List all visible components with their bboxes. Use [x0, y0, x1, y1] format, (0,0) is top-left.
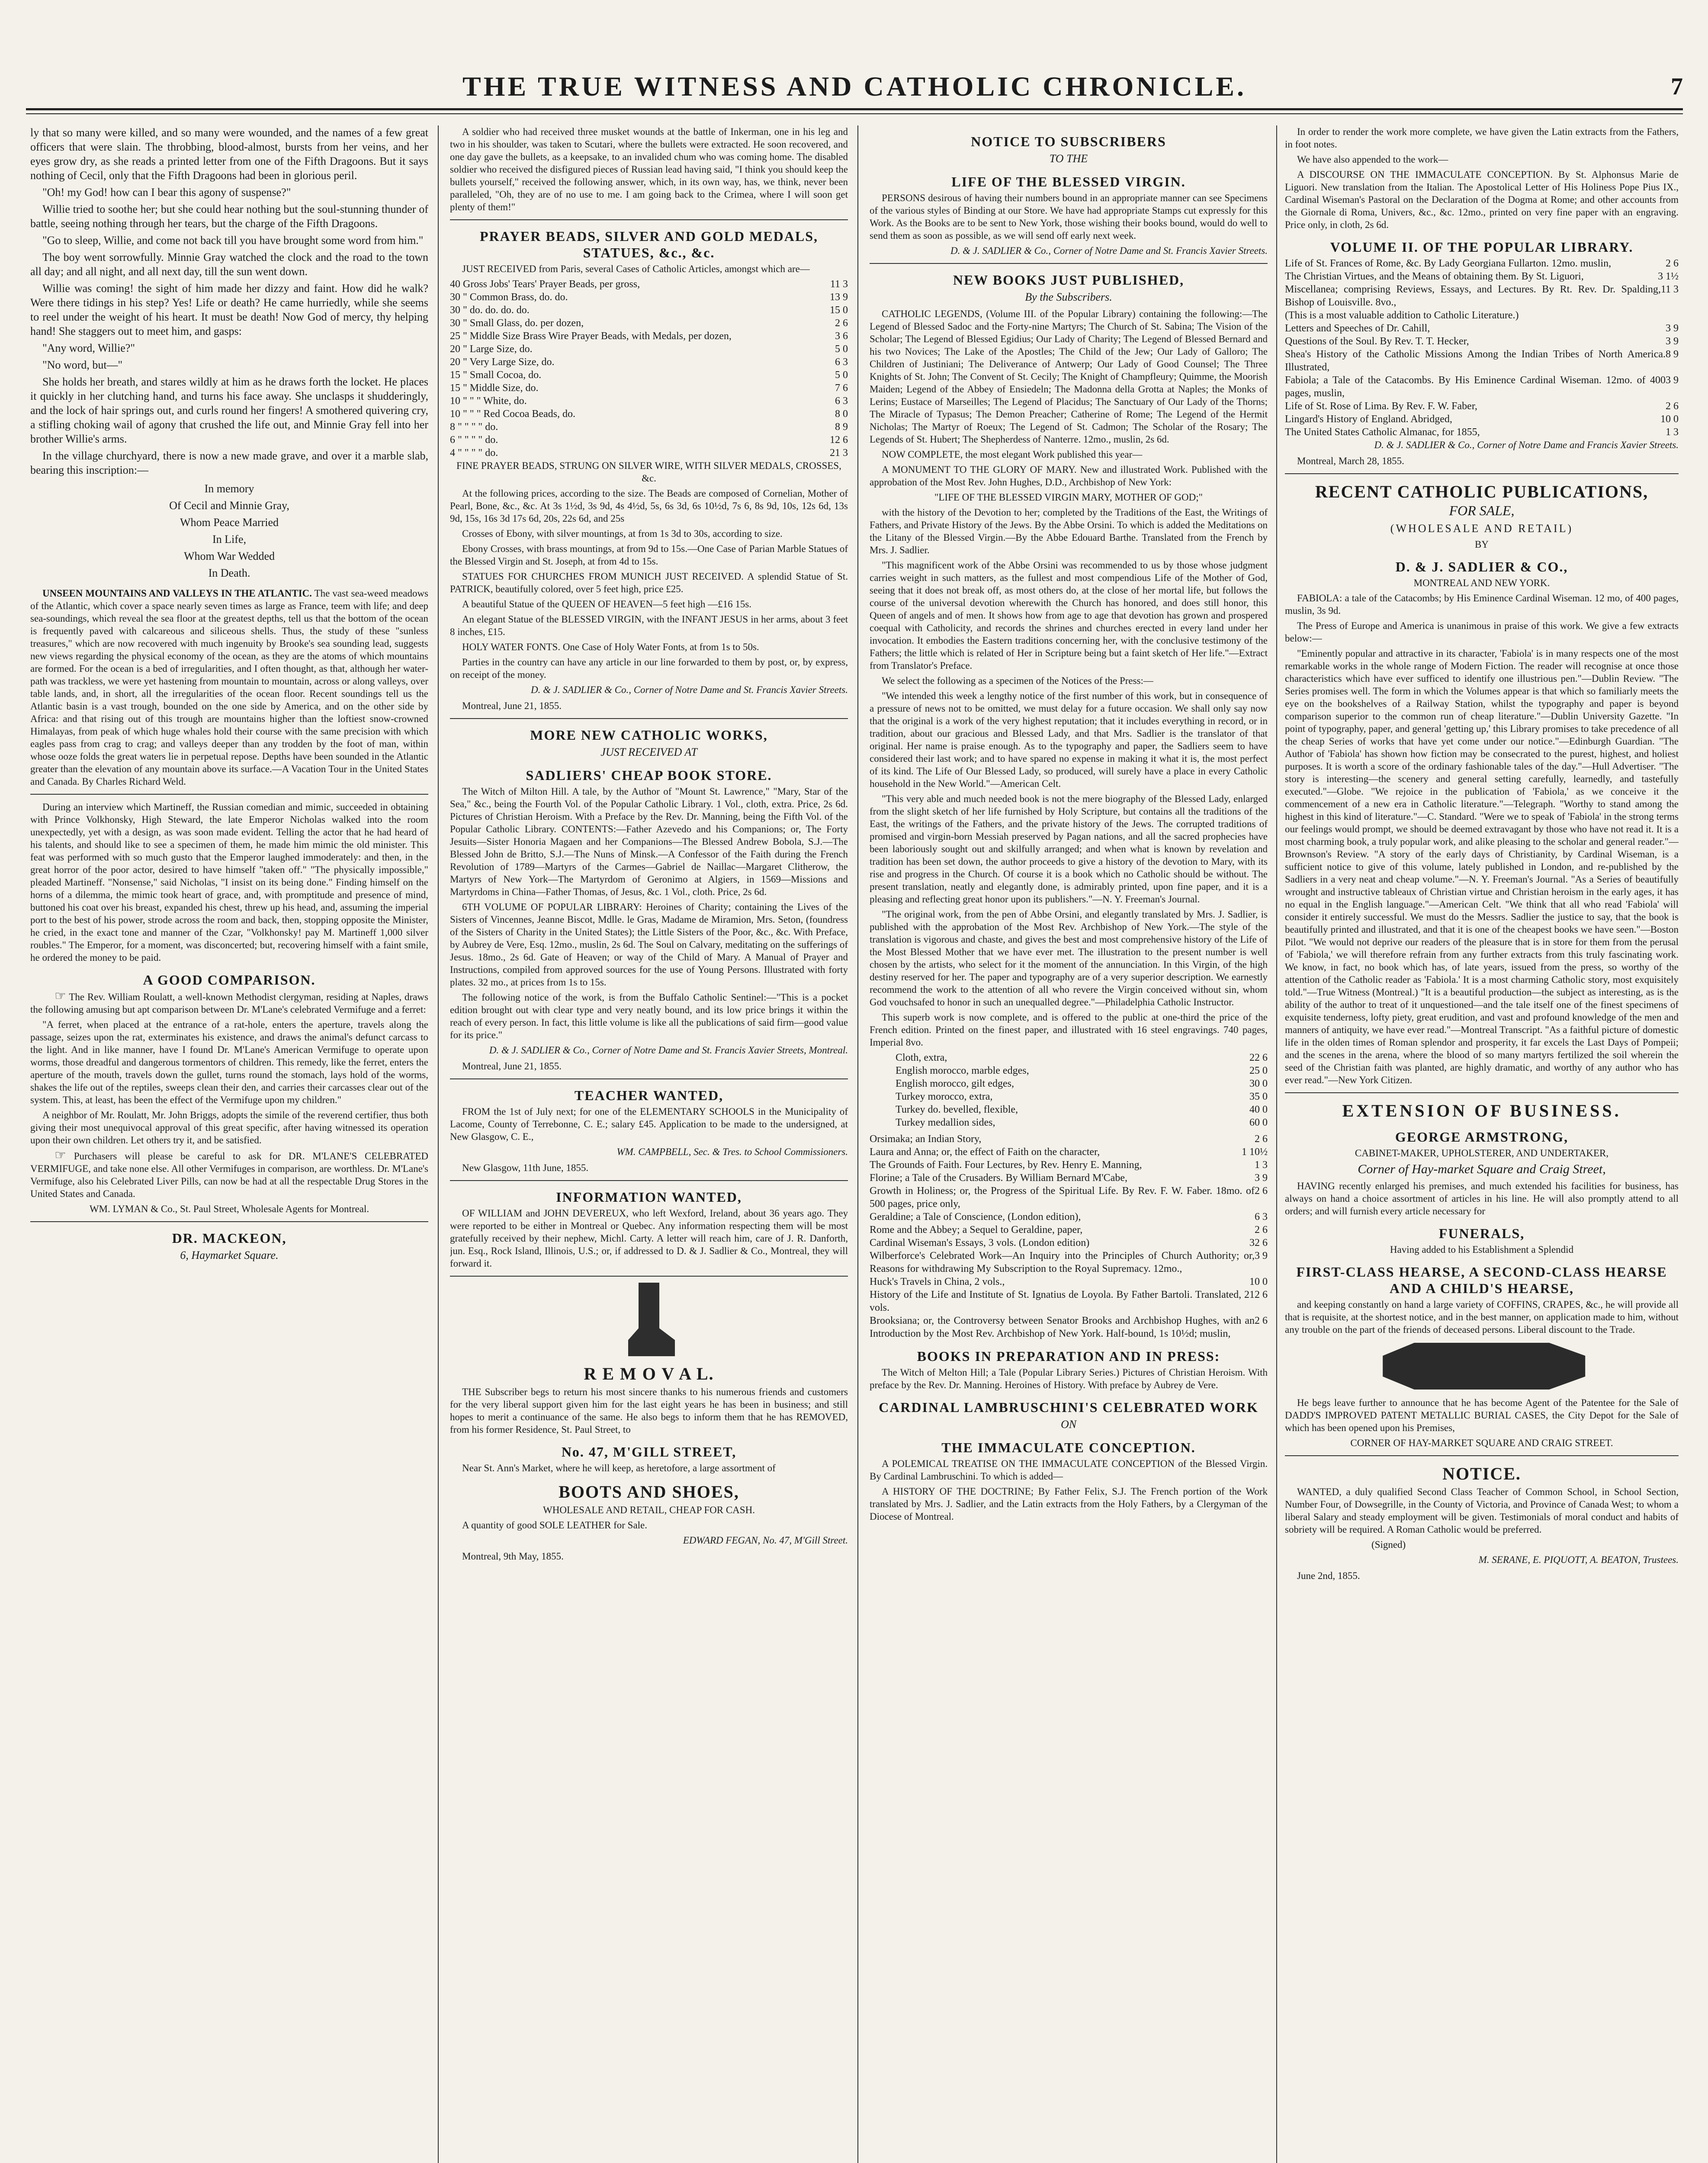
ad-note: FINE PRAYER BEADS, STRUNG ON SILVER WIRE, WITH SILVER MEDALS, CROSSES, &c.: [456, 460, 841, 484]
story-paragraph: "Oh! my God! how can I bear this agony of suspense?": [42, 186, 291, 199]
press-notice: "The original work, from the pen of Abbe Orsini, and elegantly translated by Mrs. J. Sadlier, is published with the approbation of the Most Rev. Archbishop of New York.—The style of the translation is vigorous and chaste, and gives the best and most comprehensive history of the Life of the Most Blessed Mother that we have ever met. The illustration to the present number is well chosen by the artists, who select for it the moment of the annunciation. In this Virgin, of the high destiny reserved for her. The paper and typography are of a very superior description. We earnestly recommend the work to the attention of all who revere the Virgin conceived without sin, whom God vouchsafed to honor in such an unequalled degree."—Philadelphia Catholic Instructor.: [870, 909, 1268, 1008]
epitaph-line: Whom Peace Married: [180, 516, 279, 529]
ad-body: PERSONS desirous of having their numbers bound in an appropriate manner can see Specimens of the various styles of Binding at our Store. We have had appropriate Stamps cut expressly for this Work. As the Books are to be sent to New York, those wishing their books bound, would do well to send them as soon as possible, as we will send off early next week.: [870, 193, 1268, 241]
ad-date: New Glasgow, 11th June, 1855.: [462, 1162, 589, 1173]
ad-trade: CABINET-MAKER, UPHOLSTERER, AND UNDERTAKER,: [1355, 1148, 1609, 1159]
column-2: [450, 125, 848, 2163]
ad-body: NOW COMPLETE, the most elegant Work published this year—: [882, 449, 1143, 460]
ad-body: A HISTORY OF THE DOCTRINE; By Father Felix, S.J. The French portion of the Work translated by Mrs. J. Sadlier, and the Latin extracts from the Holy Fathers, by a Clergyman of the Diocese of Montreal.: [870, 1486, 1268, 1522]
price-row: Lingard's History of England. Abridged, 10 0: [1285, 414, 1679, 425]
ad-address: Corner of Hay-market Square and Craig Street,: [1358, 1162, 1606, 1176]
divider: [1285, 1455, 1679, 1456]
divider: [450, 718, 848, 719]
ad-signature: D. & J. SADLIER & Co., Corner of Notre Dame and St. Francis Xavier Streets.: [950, 245, 1268, 256]
ad-subheading: ON: [1060, 1418, 1077, 1431]
price-row: Brooksiana; or, the Controversy between Senator Brooks and Archbishop Hughes, with an Introduction by the Most Rev. Archbishop of New York. Half-bound, 1s 10½d; muslin, 2 6: [870, 1315, 1268, 1339]
ad-date: June 2nd, 1855.: [1297, 1570, 1360, 1581]
ad-heading: SADLIERS' CHEAP BOOK STORE.: [526, 767, 772, 783]
story-paragraph: "Go to sleep, Willie, and come not back till you have brought some word from him.": [42, 234, 424, 247]
ad-heading: THE IMMACULATE CONCEPTION.: [941, 1440, 1196, 1455]
epitaph-line: Of Cecil and Minnie Gray,: [169, 499, 289, 512]
ad-signature: WM. CAMPBELL, Sec. & Tres. to School Commissioners.: [616, 1146, 848, 1157]
ad-body: with the history of the Devotion to her; completed by the Traditions of the East, the Writings of Fathers, and Private History of the Jews. By the Abbe Orsini. To which is added the Meditations on the Litany of the Blessed Virgin.—By the Abbe Edouard Barthe. Translated from the French by Mrs. J. Sadlier.: [870, 507, 1268, 555]
price-row: Wilberforce's Celebrated Work—An Inquiry into the Principles of Church Authority; or, Reasons for withdrawing My Subscription to the Royal Supremacy. 12mo., 3 9: [870, 1250, 1268, 1274]
ad-body: The Witch of Milton Hill. A tale, by the Author of "Mount St. Lawrence," "Mary, Star of the Sea," &c., being the Fourth Vol. of the Popular Catholic Library. 1 Vol., cloth, extra. Price, 2s 6d. Pictures of Christian Heroism. With a Preface by the Rev. Dr. Manning, being the Fifth Vol. of the Popular Catholic Library. CONTENTS:—Father Azevedo and his Companions; or, The Forty Jesuits—Sister Honoria Magaen and her Companions—The Blessed Andrew Bobola, S.J.—The Blessed John de Britto, S.J.—The Nuns of Minsk.—A Confessor of the Faith during the French Revolution of 1789—Martyrs of the Carmes—Gabriel de Naillac—Margaret Clitherow, the Martyrs of New York—The Martyrdom of Geronimo at Algiers, in 1569—Missions and Martyrdoms in China—Father Thomas, of Jesus, &c. 1 Vol., cloth. Price, 2s 6d.: [450, 786, 848, 897]
divider: [450, 1276, 848, 1277]
ad-heading: LIFE OF THE BLESSED VIRGIN.: [951, 174, 1186, 189]
price-row: Shea's History of the Catholic Missions Among the Indian Tribes of North America. Illustrated, 8 9: [1285, 349, 1679, 373]
ad-body: The Press of Europe and America is unanimous in praise of this work. We give a few extracts below:—: [1285, 620, 1679, 644]
story-paragraph: The boy went sorrowfully. Minnie Gray watched the clock and the road to the town all day; and all night, and all next day, till the sun went down.: [30, 251, 428, 278]
article-body: [30, 990, 428, 1016]
price-row: 30 " do. do. do. do. 15 0: [450, 305, 848, 316]
price-row: 25 " Middle Size Brass Wire Prayer Beads, with Medals, per dozen, 3 6: [450, 331, 848, 342]
ad-heading: PRAYER BEADS, SILVER AND GOLD MEDALS, STATUES, &c., &c.: [479, 228, 818, 260]
ad-heading: VOLUME II. OF THE POPULAR LIBRARY.: [1330, 239, 1634, 255]
ad-by: BY: [1475, 539, 1489, 550]
price-row: Huck's Travels in China, 2 vols., 10 0: [870, 1276, 1268, 1287]
ad-address: CORNER OF HAY-MARKET SQUARE AND CRAIG STREET.: [1350, 1438, 1613, 1448]
price-row: Questions of the Soul. By Rev. T. T. Hecker, 3 9: [1285, 336, 1679, 347]
article-body: The vast sea-weed meadows of the Atlantic, which cover a space nearly seven times as large as France, teem with life; and deep sea-soundings, which reveal the sea floor at the greatest depths, tell us that the bottom of the ocean is frequently paved with calcareous and siliceous shells. Thus, the study of these "sunless treasures," which are now recovered with much ingenuity by Brooke's sea sounding lead, suggests new views regarding the physical economy of the ocean, as they are the atoms of which mountains are formed. For the ocean is a bed of irregularities, and I often thought, as that, although her water-path was trackless, we were yet hastening from mountain to mountain, across or along valleys, over table lands, and, in short, all the irregularities of the ocean floor. Recent soundings tell us the Atlantic basin is a vast trough, bounded on the one side by America, and on the other side by Africa: and that rising out of this trough are mountains higher than the loftiest snow-crowned Himalayas, from peak of which huge whales hold their course with the same precision with which eagles pass from crag to crag; and valleys deeper than any trodden by the foot of man, within whose ooze folds the great waters lie in perpetual repose. Depths have been sounded in the Atlantic greater than the elevation of any mountain above its surface.—A Vacation Tour in the United States and Canada. By Charles Richard Weld.: [30, 588, 428, 787]
advertisement: [30, 1149, 428, 1200]
ad-heading: DR. MACKEON,: [172, 1230, 287, 1246]
ad-heading: CARDINAL LAMBRUSCHINI'S CELEBRATED WORK: [879, 1399, 1259, 1415]
ad-note: A beautiful Statue of the QUEEN OF HEAVEN—5 feet high —£16 15s.: [462, 599, 752, 610]
epitaph: [30, 481, 428, 580]
ad-heading: INFORMATION WANTED,: [556, 1189, 742, 1205]
price-row: 15 " Middle Size, do. 7 6: [450, 382, 848, 394]
ad-subheading: WHOLESALE AND RETAIL, CHEAP FOR CASH.: [543, 1505, 755, 1515]
ad-heading: BOOKS IN PREPARATION AND IN PRESS:: [917, 1348, 1220, 1364]
ad-subheading: JUST RECEIVED AT: [600, 746, 697, 758]
ad-subheading: By the Subscribers.: [1025, 291, 1112, 303]
ad-heading: NOTICE TO SUBSCRIBERS: [971, 134, 1166, 149]
story-paragraph: "Any word, Willie?": [42, 342, 135, 354]
ad-body: A quantity of good SOLE LEATHER for Sale.: [462, 1520, 648, 1531]
press-notice: This superb work is now complete, and is offered to the public at one-third the price of the French edition. Printed on the finest paper, and illustrated with 16 steel engravings. 740 pages, Imperial 8vo.: [870, 1012, 1268, 1048]
price-row: 6 " " " " do. 12 6: [450, 434, 848, 446]
ad-address: No. 47, M'GILL STREET,: [561, 1444, 737, 1460]
column-divider: [438, 125, 439, 2163]
price-row: Laura and Anna; or, the effect of Faith on the character, 1 10½: [870, 1146, 1268, 1158]
epitaph-line: In Life,: [212, 533, 246, 546]
price-row: The Grounds of Faith. Four Lectures, by Rev. Henry E. Manning, 1 3: [870, 1159, 1268, 1171]
ad-body: A DISCOURSE ON THE IMMACULATE CONCEPTION. By St. Alphonsus Marie de Liguori. New translation from the Italian. The Apostolical Letter of His Holiness Pope Pius IX., Cardinal Wiseman's Pastoral on the Declaration of the Dogma at Rome; and other accounts from the Giornale di Roma, Univers, &c., &c. 12mo., printed on very fine paper with an engraving. Price only, in cloth, 2s 6d.: [1285, 169, 1679, 230]
epitaph-line: In memory: [204, 482, 254, 495]
ad-signature: D. & J. SADLIER & Co., Corner of Notre Dame and St. Francis Xavier Streets.: [531, 684, 848, 695]
ad-note: HOLY WATER FONTS. One Case of Holy Water Fonts, at from 1s to 50s.: [462, 642, 759, 652]
ad-body: WANTED, a duly qualified Second Class Teacher of Common School, in School Section, Number Four, of Dowsegrille, in the County of Victoria, and Province of Canada West; to whom a liberal Salary and steady employment will be given. Testimonials of moral conduct and habits of sobriety will be required. A Roman Catholic would be preferred.: [1285, 1486, 1679, 1535]
price-list: [870, 1133, 1268, 1340]
ad-firm: D. & J. SADLIER & CO.,: [1395, 559, 1568, 574]
divider: [1285, 473, 1679, 474]
price-row: Growth in Holiness; or, the Progress of the Spiritual Life. By Rev. F. W. Faber. 18mo. of 500 pages, price only, 2 6: [870, 1185, 1268, 1210]
price-row: Turkey medallion sides, 60 0: [896, 1117, 1268, 1128]
ad-body: A MONUMENT TO THE GLORY OF MARY. New and illustrated Work. Published with the approbation of the Most Rev. John Hughes, D.D., Archbishop of New York:: [870, 464, 1268, 488]
column-divider: [857, 125, 858, 2163]
ad-heading: BOOTS AND SHOES,: [559, 1482, 739, 1502]
newspaper-title: THE TRUE WITNESS AND CATHOLIC CHRONICLE.: [462, 71, 1246, 102]
price-row: 40 Gross Jobs' Tears' Prayer Beads, per gross, 11 3: [450, 279, 848, 290]
ad-heading: FIRST-CLASS HEARSE, A SECOND-CLASS HEARSE AND A CHILD'S HEARSE,: [1296, 1264, 1667, 1296]
price-row: 30 " Common Brass, do. do. 13 9: [450, 292, 848, 303]
ad-date: Montreal, June 21, 1855.: [462, 700, 562, 711]
price-row: 15 " Small Cocoa, do. 5 0: [450, 369, 848, 381]
column-1: [30, 125, 428, 2163]
price-list: [1285, 257, 1679, 439]
price-row: Florine; a Tale of the Crusaders. By William Bernard M'Cabe, 3 9: [870, 1172, 1268, 1184]
ad-body: The following notice of the work, is from the Buffalo Catholic Sentinel:—"This is a pocket edition brought out with clear type and very neatly bound, and its low price brings it within the reach of every person. In fact, this little volume is like all the publications of said firm—good value for its price.": [450, 992, 848, 1040]
ad-firm: GEORGE ARMSTRONG,: [1395, 1129, 1569, 1145]
article-ocean: [30, 587, 428, 788]
divider: [30, 794, 428, 795]
column-4: [1285, 125, 1679, 2163]
ad-body: "This magnificent work of the Abbe Orsini was recommended to us by those whose judgment carries weight in such matters, as the fullest and most compendious Life of the Mother of God, seeing that it does not break off, as most others do, at the close of her mortal life, but follows the course of the universal devotion wherewith the Church has honored, and does still honor, this Queen of angels and of men. It shows how from age to age that devotion has grown and prospered coequal with Catholicity, and records the shrines and churches erected in every land under her invocation. It embodies the Eastern traditions concerning her, with the conclusive testimony of the Fathers; the little which is related of Her in Scripture being but a faint sketch of Her life."—Extract from Translator's Preface.: [870, 560, 1268, 671]
story-paragraph: Willie was coming! the sight of him made her dizzy and faint. How did he walk? Were there tidings in his step? Yes! Life or death? He came hurriedly, while she seems to reel under the weight of his heart. It must be death! Now God of mercy, thy helping hand! She staggers out to meet him, and gasps:: [30, 282, 428, 337]
price-row: English morocco, marble edges, 25 0: [896, 1065, 1268, 1076]
pointing-hand-icon: ☞: [55, 989, 66, 1003]
ad-heading: MORE NEW CATHOLIC WORKS,: [530, 727, 768, 743]
price-row: Fabiola; a Tale of the Catacombs. By His Eminence Cardinal Wiseman. 12mo. of 400 pages, muslin, 3 9: [1285, 375, 1679, 399]
trustee-label: Trustees.: [1643, 1554, 1679, 1565]
ad-note: At the following prices, according to the size. The Beads are composed of Cornelian, Mother of Pearl, Bone, &c., &c. At 3s 1½d, 3s 9d, 4s 4½d, 5s, 6s 3d, 6s 10½d, 7s 6, 8s 9d, 10s, 12s 6d, 13s 9d, 15s, 16s 3d 17s 6d, 20s, 22s 6d, and 25s: [450, 488, 848, 524]
price-row: Rome and the Abbey; a Sequel to Geraldine, paper, 2 6: [870, 1224, 1268, 1236]
ad-date: Montreal, 9th May, 1855.: [462, 1551, 564, 1562]
article-soldier: A soldier who had received three musket wounds at the battle of Inkerman, one in his leg and two in his shoulder, was taken to Scutari, where the bullets were extracted. He soon recovered, and one day gave the bullets, as a keepsake, to an invalided chum who was coming home. The disabled soldier who received the disfigured pieces of Russian lead having said, "I think you should keep the bullets yourself," received the following answer, which, in its own way, has, we think, never been paralleled, "Oh, they are of no use to me. I am going back to the Crimea, where I will soon get plenty of them!": [450, 126, 848, 212]
price-row: 30 " Small Glass, do. per dozen, 2 6: [450, 318, 848, 329]
divider: [450, 1078, 848, 1079]
story-paragraph: Willie tried to soothe her; but she could hear nothing but the soul-stunning thunder of battle, seeing nothing through her tears, but the charge of the Fifth Dragoons.: [30, 203, 428, 230]
ad-body: THE Subscriber begs to return his most sincere thanks to his numerous friends and customers for the very liberal support given him for the last eight years he has been in business; and still hopes to merit a continuance of the same. He also begs to inform them that he has REMOVED, from his former Residence, St. Paul Street, to: [450, 1386, 848, 1435]
price-row: 10 " " " White, do. 6 3: [450, 395, 848, 407]
ad-body: FROM the 1st of July next; for one of the ELEMENTARY SCHOOLS in the Municipality of Lacome, County of Terrebonne, C. E.; salary £45. Application to be made to the undersigned, at New Glasgow, C. E.,: [450, 1106, 848, 1142]
price-row: (This is a most valuable addition to Catholic Literature.): [1285, 310, 1519, 321]
ad-body: We select the following as a specimen of the Notices of the Press:—: [882, 675, 1153, 686]
ad-heading: TEACHER WANTED,: [574, 1088, 724, 1103]
masthead: [26, 67, 1683, 106]
ad-subheading: (WHOLESALE AND RETAIL): [1390, 522, 1573, 535]
story-paragraph: ly that so many were killed, and so many were wounded, and the names of a few great officers that were slain. The throbbing, blood-almost, bursts from her veins, and her eyes grow dry, as she reads a printed letter from one of the Fifth Dragoons. But it says nothing of Cecil, only that the Fifth Dragoons had been in glorious peril.: [30, 126, 428, 182]
ad-text: Purchasers will please be careful to ask for DR. M'LANE'S CELEBRATED VERMIFUGE, and take none else. All other Vermifuges in comparison, are worthless. Dr. M'Lane's Vermifuge, also his Celebrated Liver Pills, can now be had at all the respectable Drug Stores in the United States and Canada.: [30, 1151, 428, 1199]
ad-heading: NEW BOOKS JUST PUBLISHED,: [953, 272, 1185, 288]
article-heading: UNSEEN MOUNTAINS AND VALLEYS IN THE ATLANTIC.: [42, 588, 312, 599]
story-paragraph: "No word, but—": [42, 359, 123, 371]
ad-body: OF WILLIAM and JOHN DEVEREUX, who left Wexford, Ireland, about 36 years ago. They were reported to be either in Montreal or Quebec. Any information respecting them will be most gratefully received by their nephew, Michl. Carty. A letter will reach him, care of J. R. Danforth, jun. Esq., Rock Island, Illinois, U.S.; or, if addressed to D. & J. Sadlier & Co., Montreal, they will forward it.: [450, 1208, 848, 1269]
ad-note: Parties in the country can have any article in our line forwarded to them by post, or, by express, on receipt of the money.: [450, 657, 848, 680]
ad-body: Having added to his Establishment a Splendid: [1390, 1244, 1574, 1255]
story-paragraph: She holds her breath, and stares wildly at him as he draws forth the locket. He places it quickly in her clutching hand, and turns his face away. She unclasps it shudderingly, and the lock of hair springs out, and curls round her fingers! A smothered quivering cry, a stifling choking wail of agony that crushed the life out, and Minnie Gray fell into her brother Willie's arms.: [30, 375, 428, 445]
ad-body: He begs leave further to announce that he has become Agent of the Patentee for the Sale of DADD'S IMPROVED PATENT METALLIC BURIAL CASES, the City Depot for the Sale of which has been opened upon his Premises,: [1285, 1397, 1679, 1433]
ad-heading: NOTICE.: [1442, 1464, 1521, 1483]
ad-body: 6TH VOLUME OF POPULAR LIBRARY: Heroines of Charity; containing the Lives of the Sisters of Vincennes, Jeanne Biscot, Mdlle. le Gras, Madame de Miramion, Mrs. Seton, (foundress of the Sisters of Charity in the United States); the Little Sisters of the Poor, &c., &c. With Preface, by Aubrey de Vere, Esq. 12mo., muslin, 2s 6d. The Soul on Calvary, meditating on the sufferings of Jesus. 18mo., 2s 6d. Gate of Heaven; or way of the Child of Mary. A Manual of Prayer and Instructions, compiled from approved sources for the use of Young Persons. Illustrated with forty plates. 32 mo., at prices from 1s to 15s.: [450, 902, 848, 988]
price-row: The United States Catholic Almanac, for 1855, 1 3: [1285, 427, 1679, 438]
divider: [450, 219, 848, 220]
ad-heading: RECENT CATHOLIC PUBLICATIONS,: [1315, 482, 1649, 501]
price-row: Cardinal Wiseman's Essays, 3 vols. (London edition) 32 6: [870, 1237, 1268, 1248]
masthead-rule-thin: [26, 113, 1683, 114]
ad-signature: EDWARD FEGAN, No. 47, M'Gill Street.: [683, 1535, 848, 1546]
story-paragraph: In the village churchyard, there is now a new made grave, and over it a marble slab, bearing this inscription:—: [30, 449, 428, 476]
ad-body: A POLEMICAL TREATISE ON THE IMMACULATE CONCEPTION of the Blessed Virgin. By Cardinal Lambruschini. To which is added—: [870, 1458, 1268, 1482]
divider: [1285, 1092, 1679, 1093]
article-body: A neighbor of Mr. Roulatt, Mr. John Briggs, adopts the simile of the reverend certifier, thus both giving their most unequivocal approval of this great specific, after having witnessed its operation upon their own children. Let others try it, and be satisfied.: [30, 1110, 428, 1146]
price-row: The Christian Virtues, and the Means of obtaining them. By St. Liguori, 3 1½: [1285, 271, 1679, 282]
price-row: 10 " " " Red Cocoa Beads, do. 8 0: [450, 408, 848, 420]
price-row: Life of St. Frances of Rome, &c. By Lady Georgiana Fullarton. 12mo. muslin, 2 6: [1285, 258, 1679, 269]
trustee-names: M. SERANE, E. PIQUOTT, A. BEATON,: [1478, 1554, 1641, 1565]
ad-subheading: FOR SALE,: [1449, 503, 1515, 518]
column-divider: [1276, 125, 1277, 2163]
ad-intro: JUST RECEIVED from Paris, several Cases of Catholic Articles, amongst which are—: [462, 263, 810, 274]
press-notices: "Eminently popular and attractive in its character, 'Fabiola' is in many respects one of the most remarkable works in the whole range of Modern Fiction. The reader will recognise at once those characteristics which have ever sufficed to identify one illustrious pen."—Dublin Review. "The Series promises well. The form in which the Volumes appear is that which so familiarly meets the eye on the bookshelves of a Railway Station, whilst the typography and paper is beyond comparison superior to the common run of cheap literature."—Dublin University Gazette. "In point of typography, paper, and general 'getting up,' this Library promises to take precedence of all the cheap Series of works that have yet come under our notice."—Edinburgh Guardian. "The Author of 'Fabiola' has shown how fiction may be consecrated to the purest, highest, and holiest purposes. It is worth a score of the ordinary fashionable tales of the day."—Hull Advertiser. "The story is interesting—the scenery and general setting carefully, learnedly, and tastefully executed."—Globe. "We rejoice in the publication of 'Fabiola,' as we conceive it the commencement of a new era in Catholic literature."—Telegraph. "Worthy to stand among the highest in this kind of literature."—C. Standard. "Were we to speak of 'Fabiola' in the strong terms our feelings would prompt, we should be deemed extravagant by those who have not read it. It is a most charming book, a truly popular work, and alike pleasing to the scholar and general reader."—Brownson's Review. "A story of the early days of Christianity, by Cardinal Wiseman, is a sufficient notice to give of this volume, lately published in London, and re-published by the Sadliers in a very neat and cheap volume."—N. Y. Freeman's Journal. "As a Series of beautifully wrought and instructive tableaux of Christian virtue and Christian heroism in the early ages, it has no equal in the English language."—American Celt. "We think that all who read 'Fabiola' will consider it entirely successful. We must do the Messrs. Sadlier the justice to say, that the book is beautifully printed and illustrated, and that it is one of the cheapest books we have seen."—Boston Pilot. "We would not deprive our readers of the pleasure that is in store for them from the perusal of 'Fabiola,' we will therefore refrain from any further extracts from this truly fascinating work. We know, in fact, no book which has, of late years, issued from the press, so worthy of the attention of the Catholic reader as 'Fabiola.' It is a most charming Catholic story, most exquisitely told."—True Witness (Montreal.) "It is a beautiful production—the subject as interesting, as is the ability of the author to treat of it unquestioned—and the tale itself one of the finest specimens of exquisite tenderness, lofty piety, great erudition, and vast and profound knowledge of the men and manners of antiquity, we have ever read."—Montreal Transcript. "As a faithful picture of domestic life in the olden times of Roman splendor and prosperity, it far excels the Last Days of Pompeii; and the scenes in the arena, where the blood of so many martyrs fertilized the soil wherein the seed of the Christian faith was planted, are highly dramatic, and worthy of any author who has ever read."—New York Citizen.: [1285, 648, 1679, 1085]
ad-agents: WM. LYMAN & Co., St. Paul Street, Wholesale Agents for Montreal.: [89, 1203, 369, 1214]
price-row: 20 " Very Large Size, do. 6 3: [450, 356, 848, 368]
price-row: Miscellanea; comprising Reviews, Essays, and Lectures. By Rt. Rev. Dr. Spalding, Bishop of Louisville. 8vo., 11 3: [1285, 284, 1679, 308]
price-row: English morocco, gilt edges, 30 0: [896, 1078, 1268, 1089]
masthead-rule: [26, 108, 1683, 110]
epitaph-line: In Death.: [208, 567, 250, 579]
ad-city: MONTREAL AND NEW YORK.: [1413, 578, 1550, 588]
price-row: Turkey morocco, extra, 35 0: [896, 1091, 1268, 1102]
ad-body: HAVING recently enlarged his premises, and much extended his facilities for business, has always on hand a choice assortment of articles in his line. He will also promptly attend to all orders; and will furnish every article necessary for: [1285, 1181, 1679, 1216]
ad-date: Montreal, March 28, 1855.: [1297, 456, 1404, 466]
coffin-icon: [1369, 1340, 1594, 1392]
price-list: [450, 278, 848, 459]
article-russian-mimic: During an interview which Martineff, the Russian comedian and mimic, succeeded in obtaining with Prince Volkhonsky, High Steward, the late Emperor Nicholas walked into the room unexpectedly, yet with a design, as was soon made evident. Telling the actor that he had heard of his talents, and should like to see a specimen of them, he made him mimic the old minister. This feat was performed with so much gusto that the Emperor laughed immoderately: and then, in the great horror of the poor actor, desired to have himself "taken off." "The physically impossible," pleaded Martineff. "Nonsense," said Nicholas, "I insist on its being done." Finding himself on the horns of a dilemma, the mimic took heart of grace, and, with promptitude and presence of mind, buttoned his coat over his breast, expanded his chest, threw up his head, and, assuming the imperial port to the best of his power, strode across the room and back, then, stopping opposite the Minister, he cried, in the exact tone and manner of the Czar, "Volkhonsky! pay M. Martineff 1,000 silver roubles." The Emperor, for a moment, was disconcerted; but, recovering himself with a faint smile, he ordered the money to be paid.: [30, 802, 428, 963]
ad-address: 6, Haymarket Square.: [180, 1249, 279, 1261]
price-row: 8 " " " " do. 8 9: [450, 421, 848, 433]
ad-heading: R E M O V A L.: [584, 1364, 714, 1383]
price-row: 20 " Large Size, do. 5 0: [450, 343, 848, 355]
article-body: "A ferret, when placed at the entrance of a rat-hole, enters the aperture, travels along the passage, seizes upon the rat, exterminates his existence, and draws the animal's defunct carcass to the light. And in like manner, have I found Dr. M'Lane's American Vermifuge to operate upon worms, those dreadful and dangerous tormentors of children. This remedy, like the ferret, enters the aperture of the mouth, travels down the gullet, turns round the stomach, lays hold of the worms, shakes the life out of the reptiles, sweeps clean their den, and carries their carcasses clear out of the system. This, at least, has been the effect of the Vermifuge upon my children.": [30, 1019, 428, 1105]
ad-body: Near St. Ann's Market, where he will keep, as heretofore, a large assortment of: [462, 1463, 776, 1473]
price-row: Geraldine; a Tale of Conscience, (London edition), 6 3: [870, 1211, 1268, 1223]
ad-note: Crosses of Ebony, with silver mountings, at from 1s 3d to 30s, according to size.: [462, 528, 783, 539]
divider: [30, 1221, 428, 1222]
column-3: [870, 125, 1268, 2163]
ad-note: Ebony Crosses, with brass mountings, at from 9d to 15s.—One Case of Parian Marble Statues of the Blessed Virgin and St. Joseph, at from 4d to 15s.: [450, 543, 848, 567]
ad-date: Montreal, June 21, 1855.: [462, 1061, 562, 1072]
ad-body: and keeping constantly on hand a large variety of COFFINS, CRAPES, &c., he will provide all that is requisite, at the shortest notice, and in the best manner, on application made to him, without any trouble on the part of the friends of deceased persons. Liberal discount to the Trade.: [1285, 1299, 1679, 1335]
price-row: Orsimaka; an Indian Story, 2 6: [870, 1133, 1268, 1145]
ad-signature: D. & J. SADLIER & Co., Corner of Notre Dame and Francis Xavier Streets.: [1374, 440, 1679, 450]
divider: [450, 1180, 848, 1181]
article-text: The Rev. William Roulatt, a well-known Methodist clergyman, residing at Naples, draws the following amusing but apt comparison between Dr. M'Lane's celebrated Vermifuge and a ferret:: [30, 992, 428, 1015]
ad-signed: (Signed): [1371, 1539, 1406, 1550]
ad-body: We have also appended to the work—: [1297, 154, 1448, 165]
ad-body: The Witch of Melton Hill; a Tale (Popular Library Series.) Pictures of Christian Heroism. With preface by the Rev. Dr. Manning. Heroines of History. With preface by Aubrey de Vere.: [870, 1367, 1268, 1390]
ad-note: STATUES FOR CHURCHES FROM MUNICH JUST RECEIVED. A splendid Statue of St. PATRICK, beautifully colored, over 5 feet high, price £25.: [450, 571, 848, 594]
press-notice: "This very able and much needed book is not the mere biography of the Blessed Lady, enlarged from the slight sketch of her life furnished by Holy Scripture, but contains all the traditions of the East, the writings of the Fathers, and the private history of the Jews. The corrupted traditions of promised and virgin-born Messiah preserved by Pagan nations, and all the sacred prophecies have been laboriously sought out and skilfully arranged; and when what is known by revelation and tradition has been set down, the author proceeds to give a history of the devotion to Mary, with its rise and progress in the Church. Of course it is a book which no Catholic should be without. The present translation, neatly and elegantly done, is admirably printed, upon fine paper, and it is a pleasing and reflecting great honor upon its publishers."—N. Y. Freeman's Journal.: [870, 793, 1268, 905]
page-number: 7: [1671, 73, 1683, 100]
boot-icon: [623, 1283, 675, 1356]
ad-trustees: [1285, 1553, 1679, 1566]
ad-signature: D. & J. SADLIER & Co., Corner of Notre Dame and St. Francis Xavier Streets, Montreal.: [489, 1045, 848, 1056]
book-title: "LIFE OF THE BLESSED VIRGIN MARY, MOTHER OF GOD;": [934, 492, 1203, 503]
price-row: Cloth, extra, 22 6: [896, 1052, 1268, 1063]
price-row: History of the Life and Institute of St. Ignatius de Loyola. By Father Bartoli. Translated, 2 vols. 12 6: [870, 1289, 1268, 1313]
press-notice: "We intended this week a lengthy notice of the first number of this work, but in consequence of a pressure of news not to be omitted, we must delay for a future occasion. We shall only say now that the original is a work of the very highest reputation; that it includes everything in record, or in tradition, about our gracious and Blessed Lady, and that Mrs. Sadlier is the translator of that original. Her name is praise enough. As to the typography and paper, the Sadliers seem to have considered their last work; and to have spared no expense in making it what it is, the most perfect of its kind. The Life of Our Blessed Lady, so produced, will surely have a place in every Catholic household in the New World."—American Celt.: [870, 690, 1268, 789]
price-row: Life of St. Rose of Lima. By Rev. F. W. Faber, 2 6: [1285, 401, 1679, 412]
pointing-hand-icon: ☞: [55, 1148, 66, 1162]
ad-body: FABIOLA: a tale of the Catacombs; by His Eminence Cardinal Wiseman. 12 mo, of 400 pages, muslin, 3s 9d.: [1285, 593, 1679, 616]
ad-note: An elegant Statue of the BLESSED VIRGIN, with the INFANT JESUS in her arms, about 3 feet 8 inches, £15.: [450, 614, 848, 637]
price-row: Turkey do. bevelled, flexible, 40 0: [896, 1104, 1268, 1115]
ad-heading: FUNERALS,: [1438, 1226, 1525, 1241]
price-row: 4 " " " " do. 21 3: [450, 447, 848, 459]
ad-subheading: TO THE: [1049, 152, 1088, 165]
price-list: [896, 1051, 1268, 1129]
article-heading: A GOOD COMPARISON.: [143, 972, 316, 988]
price-row: Letters and Speeches of Dr. Cahill, 3 9: [1285, 323, 1679, 334]
ad-body: In order to render the work more complete, we have given the Latin extracts from the Fathers, in foot notes.: [1285, 126, 1679, 150]
ad-body: CATHOLIC LEGENDS, (Volume III. of the Popular Library) containing the following:—The Legend of Blessed Sadoc and the Forty-nine Martyrs; The Church of St. Sabina; The Vision of the Scholar; The Legend of Blessed Egidius; Our Lady of Charity; The Legend of Blessed Bernard and his two Novices; The Lake of the Apostles; The Child of the Jew; Our Lady of Galloro; The Children of Justiniani; The Deliverance of Antwerp; Our Lady of Good Counsel; The Three Knights of St. John; The Convent of St. Cecily; The Knight of Champfleury; Quimme, the Moorish Maiden; Legend of the Abbey of Ensiedeln; The Madonna della Grotta at Naples; the Monks of Lerins; Eustace of Marseilles; The Legend of Placidus; The Sanctuary of Our Lady of the Thorns; The Miracle of Typasus; The Demon Preacher; Catherine of Rome; The Legend of the Hermit Nicholas; The Martyr of Roeux; The Legend of St. Cadmon; The Scholar of the Rosary; The Legends of St. Hubert; The Shepherdess of Nanterre. 12mo., muslin, 2s 6d.: [870, 308, 1268, 445]
epitaph-line: Whom War Wedded: [183, 550, 275, 562]
divider: [870, 263, 1268, 264]
ad-heading: EXTENSION OF BUSINESS.: [1342, 1101, 1621, 1120]
